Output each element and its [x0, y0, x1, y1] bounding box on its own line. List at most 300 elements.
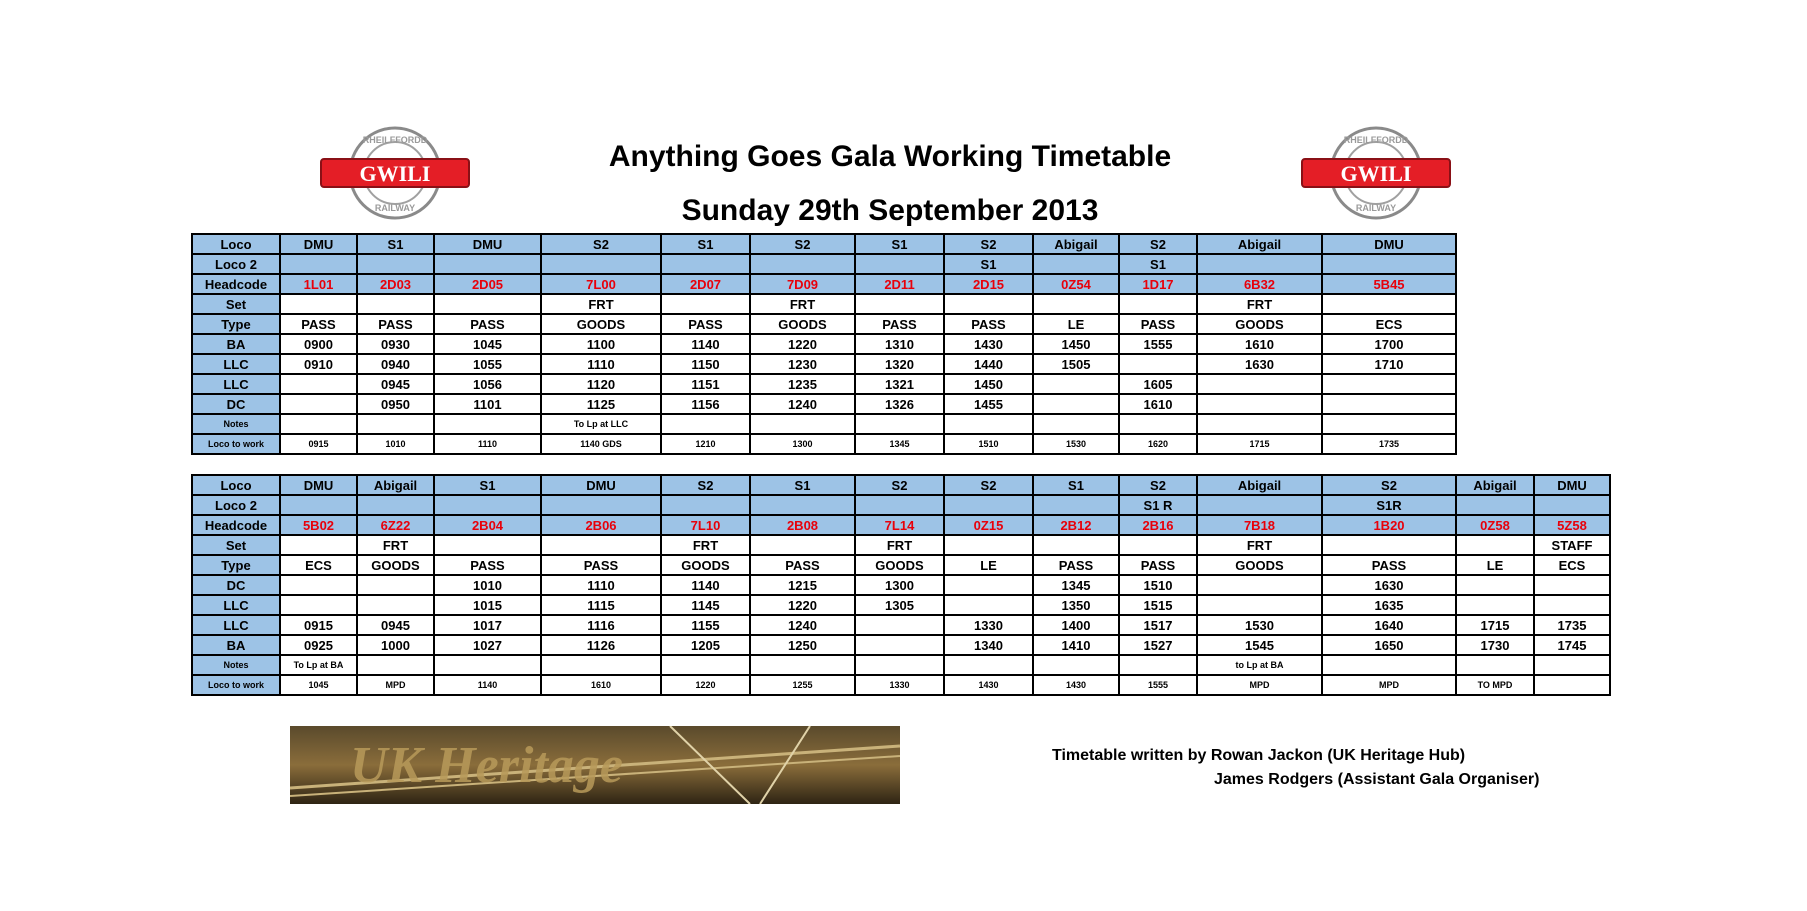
timetable-cell: 1056	[434, 374, 541, 394]
timetable-cell	[661, 655, 750, 675]
timetable-cell: 0940	[357, 354, 434, 374]
timetable-cell: 0915	[280, 615, 357, 635]
timetable-cell	[1119, 354, 1197, 374]
timetable-row	[192, 635, 1610, 655]
row-label: Loco 2	[192, 254, 280, 274]
row-label: LLC	[192, 374, 280, 394]
timetable-cell: 0945	[357, 615, 434, 635]
timetable-cell: 1530	[1033, 434, 1119, 454]
timetable-cell: S2	[944, 234, 1033, 254]
timetable-cell: 1555	[1119, 334, 1197, 354]
lower-timetable	[191, 474, 1611, 696]
blank-space	[1534, 394, 1610, 414]
timetable-cell: 1145	[661, 595, 750, 615]
row-label: Loco	[192, 234, 280, 254]
logo-ring-bottom: RAILWAY	[374, 203, 416, 213]
blank-space	[1456, 254, 1534, 274]
blank-space	[1534, 274, 1610, 294]
timetable-cell	[1033, 394, 1119, 414]
timetable-row	[192, 314, 1610, 334]
timetable-cell: LE	[1456, 555, 1534, 575]
timetable-cell: 1140	[661, 575, 750, 595]
timetable-cell: 1140	[434, 675, 541, 695]
blank-space	[1534, 334, 1610, 354]
timetable-cell: 1140 GDS	[541, 434, 661, 454]
timetable-cell: S2	[661, 475, 750, 495]
timetable-cell: PASS	[1033, 555, 1119, 575]
timetable-cell	[541, 254, 661, 274]
timetable-cell	[541, 655, 661, 675]
timetable-cell	[1534, 595, 1610, 615]
uk-heritage-text: UK Heritage	[350, 737, 623, 794]
timetable-cell	[944, 655, 1033, 675]
logo-ring-bottom: RAILWAY	[1355, 203, 1397, 213]
timetable-row	[192, 555, 1610, 575]
timetable-cell: 1205	[661, 635, 750, 655]
timetable-cell: PASS	[434, 314, 541, 334]
timetable-cell: 1410	[1033, 635, 1119, 655]
timetable-cell	[1322, 374, 1456, 394]
timetable-cell: 0Z58	[1456, 515, 1534, 535]
timetable-cell: 1430	[944, 675, 1033, 695]
timetable-cell: 1215	[750, 575, 855, 595]
timetable-cell: S1 R	[1119, 495, 1197, 515]
timetable-cell	[1033, 294, 1119, 314]
timetable-cell: 1505	[1033, 354, 1119, 374]
timetable-cell: Abigail	[1456, 475, 1534, 495]
timetable-cell: 1715	[1456, 615, 1534, 635]
blank-space	[1456, 234, 1534, 254]
timetable-row	[192, 495, 1610, 515]
timetable-cell: GOODS	[1197, 314, 1322, 334]
timetable-cell	[1322, 394, 1456, 414]
timetable-cell: 7B18	[1197, 515, 1322, 535]
timetable-row	[192, 595, 1610, 615]
timetable-cell: 0Z15	[944, 515, 1033, 535]
timetable-cell	[944, 294, 1033, 314]
timetable-cell	[1322, 294, 1456, 314]
timetable-cell	[1033, 535, 1119, 555]
timetable-cell	[1033, 495, 1119, 515]
timetable-cell: 1115	[541, 595, 661, 615]
title-block	[520, 130, 1260, 238]
timetable-cell: 1735	[1322, 434, 1456, 454]
timetable-cell	[944, 595, 1033, 615]
timetable-cell: 2B08	[750, 515, 855, 535]
timetable-cell: 2D15	[944, 274, 1033, 294]
timetable-cell: 0910	[280, 354, 357, 374]
timetable-cell: GOODS	[541, 314, 661, 334]
timetable-cell: 1156	[661, 394, 750, 414]
blank-space	[1534, 234, 1610, 254]
timetable-cell: 1015	[434, 595, 541, 615]
timetable-cell: S2	[944, 475, 1033, 495]
row-label: Loco 2	[192, 495, 280, 515]
timetable-cell: 1455	[944, 394, 1033, 414]
timetable-cell: 1120	[541, 374, 661, 394]
timetable-cell	[280, 595, 357, 615]
timetable-row	[192, 615, 1610, 635]
timetable-cell: PASS	[541, 555, 661, 575]
timetable-cell: LE	[1033, 314, 1119, 334]
timetable-cell: 1230	[750, 354, 855, 374]
blank-space	[1456, 294, 1534, 314]
timetable-cell: 1017	[434, 615, 541, 635]
row-label: Loco	[192, 475, 280, 495]
timetable-cell: To Lp at BA	[280, 655, 357, 675]
timetable-cell	[661, 414, 750, 434]
logo-text: GWILI	[1340, 161, 1412, 186]
timetable-cell: DMU	[434, 234, 541, 254]
timetable-cell: 1116	[541, 615, 661, 635]
timetable-cell	[1197, 254, 1322, 274]
timetable-cell: S1	[855, 234, 944, 254]
timetable-row	[192, 254, 1610, 274]
row-label: LLC	[192, 615, 280, 635]
blank-space	[1534, 294, 1610, 314]
blank-space	[1456, 274, 1534, 294]
timetable-cell: 1545	[1197, 635, 1322, 655]
timetable-cell: 1255	[750, 675, 855, 695]
timetable-cell: 1610	[1197, 334, 1322, 354]
timetable-cell	[855, 414, 944, 434]
timetable-cell: FRT	[855, 535, 944, 555]
timetable-row	[192, 234, 1610, 254]
timetable-row	[192, 394, 1610, 414]
timetable-cell: FRT	[541, 294, 661, 314]
timetable-cell: DMU	[1322, 234, 1456, 254]
timetable-cell: DMU	[280, 475, 357, 495]
timetable-cell	[434, 535, 541, 555]
timetable-cell: 1220	[750, 595, 855, 615]
timetable-cell: 2B06	[541, 515, 661, 535]
timetable-row	[192, 374, 1610, 394]
blank-space	[1456, 434, 1534, 454]
timetable-cell	[855, 495, 944, 515]
timetable-cell: 2B04	[434, 515, 541, 535]
timetable-cell	[280, 374, 357, 394]
timetable-cell: 1330	[944, 615, 1033, 635]
timetable-cell: 1326	[855, 394, 944, 414]
timetable-cell	[855, 294, 944, 314]
timetable-cell: PASS	[357, 314, 434, 334]
timetable-cell: 1700	[1322, 334, 1456, 354]
timetable-cell: 1110	[541, 354, 661, 374]
timetable-cell: MPD	[1322, 675, 1456, 695]
timetable-cell: 0Z54	[1033, 274, 1119, 294]
blank-space	[1534, 254, 1610, 274]
timetable-cell: DMU	[541, 475, 661, 495]
blank-space	[1456, 394, 1534, 414]
gwili-logo-left	[311, 125, 479, 221]
timetable-cell: 1321	[855, 374, 944, 394]
timetable-cell	[357, 495, 434, 515]
timetable-cell	[434, 294, 541, 314]
timetable-cell: FRT	[1197, 294, 1322, 314]
timetable-cell: 1000	[357, 635, 434, 655]
logo-text: GWILI	[359, 161, 431, 186]
timetable-cell	[434, 414, 541, 434]
timetable-cell	[1197, 394, 1322, 414]
timetable-cell: 5Z58	[1534, 515, 1610, 535]
timetable-cell: 1045	[280, 675, 357, 695]
timetable-cell	[944, 535, 1033, 555]
timetable-cell: PASS	[1119, 555, 1197, 575]
timetable-cell: 1210	[661, 434, 750, 454]
timetable-cell: 1610	[1119, 394, 1197, 414]
timetable-cell	[280, 394, 357, 414]
logo-ring-top: RHEILFFORDD	[1343, 135, 1409, 145]
timetable-cell	[1197, 414, 1322, 434]
timetable-cell: DMU	[1534, 475, 1610, 495]
row-label: Headcode	[192, 515, 280, 535]
timetable-cell: PASS	[280, 314, 357, 334]
timetable-cell: 1010	[357, 434, 434, 454]
timetable-cell: 1235	[750, 374, 855, 394]
blank-space	[1534, 414, 1610, 434]
timetable-row	[192, 515, 1610, 535]
timetable-cell	[541, 535, 661, 555]
timetable-cell: 1055	[434, 354, 541, 374]
timetable-cell: 1510	[1119, 575, 1197, 595]
timetable-cell	[280, 294, 357, 314]
timetable-cell	[661, 254, 750, 274]
timetable-cell: 1320	[855, 354, 944, 374]
timetable-cell	[750, 535, 855, 555]
timetable-cell: FRT	[1197, 535, 1322, 555]
timetable-cell	[1033, 655, 1119, 675]
timetable-cell: 7L14	[855, 515, 944, 535]
timetable-cell: 1510	[944, 434, 1033, 454]
timetable-cell: 0915	[280, 434, 357, 454]
timetable-cell: 2B12	[1033, 515, 1119, 535]
timetable-cell	[750, 414, 855, 434]
timetable-cell: ECS	[1534, 555, 1610, 575]
timetable-cell: 1605	[1119, 374, 1197, 394]
uk-heritage-logo	[290, 726, 900, 804]
timetable-cell	[1456, 655, 1534, 675]
timetable-cell: 1340	[944, 635, 1033, 655]
timetable-cell: 7D09	[750, 274, 855, 294]
timetable-cell	[1119, 414, 1197, 434]
timetable-cell	[357, 575, 434, 595]
timetable-cell: PASS	[1322, 555, 1456, 575]
timetable-cell	[1119, 655, 1197, 675]
timetable-cell: STAFF	[1534, 535, 1610, 555]
timetable-cell: GOODS	[750, 314, 855, 334]
timetable-cell: S1	[1033, 475, 1119, 495]
timetable-cell	[357, 254, 434, 274]
timetable-cell	[750, 254, 855, 274]
row-label: LLC	[192, 354, 280, 374]
timetable-cell: 0900	[280, 334, 357, 354]
timetable-cell: 7L10	[661, 515, 750, 535]
timetable-cell: 1430	[1033, 675, 1119, 695]
timetable-cell: 1D17	[1119, 274, 1197, 294]
timetable-cell: 6B32	[1197, 274, 1322, 294]
timetable-cell: PASS	[944, 314, 1033, 334]
timetable-cell	[1456, 535, 1534, 555]
timetable-cell: GOODS	[855, 555, 944, 575]
row-label: Notes	[192, 414, 280, 434]
timetable-cell: TO MPD	[1456, 675, 1534, 695]
timetable-cell: 1345	[855, 434, 944, 454]
timetable-cell: 1300	[750, 434, 855, 454]
timetable-cell	[1456, 595, 1534, 615]
timetable-row	[192, 294, 1610, 314]
timetable-cell: to Lp at BA	[1197, 655, 1322, 675]
timetable-row	[192, 475, 1610, 495]
timetable-cell: 1745	[1534, 635, 1610, 655]
timetable-cell: LE	[944, 555, 1033, 575]
timetable-cell	[1033, 374, 1119, 394]
timetable-cell: 5B45	[1322, 274, 1456, 294]
timetable-cell: 1110	[434, 434, 541, 454]
timetable-cell: S2	[1322, 475, 1456, 495]
timetable-cell	[944, 495, 1033, 515]
timetable-cell: MPD	[357, 675, 434, 695]
timetable-cell	[944, 414, 1033, 434]
timetable-cell: 1300	[855, 575, 944, 595]
timetable-cell: 1650	[1322, 635, 1456, 655]
row-label: DC	[192, 575, 280, 595]
timetable-cell: DMU	[280, 234, 357, 254]
blank-space	[1456, 334, 1534, 354]
row-label: Loco to work	[192, 434, 280, 454]
timetable-cell: 1430	[944, 334, 1033, 354]
timetable-cell: FRT	[661, 535, 750, 555]
row-label: Headcode	[192, 274, 280, 294]
timetable-cell: S2	[855, 475, 944, 495]
timetable-cell	[1322, 535, 1456, 555]
timetable-cell	[1534, 495, 1610, 515]
row-label: Type	[192, 314, 280, 334]
timetable-row	[192, 575, 1610, 595]
timetable-cell	[357, 294, 434, 314]
row-label: Notes	[192, 655, 280, 675]
blank-space	[1456, 414, 1534, 434]
timetable-cell: FRT	[750, 294, 855, 314]
blank-space	[1534, 314, 1610, 334]
timetable-cell	[280, 254, 357, 274]
timetable-cell: 1150	[661, 354, 750, 374]
timetable-row	[192, 655, 1610, 675]
timetable-cell: GOODS	[357, 555, 434, 575]
timetable-cell: S1R	[1322, 495, 1456, 515]
timetable-cell: 1151	[661, 374, 750, 394]
timetable-cell: 7L00	[541, 274, 661, 294]
blank-space	[1534, 434, 1610, 454]
timetable-cell: 1110	[541, 575, 661, 595]
upper-timetable	[191, 233, 1611, 455]
timetable-cell: 1126	[541, 635, 661, 655]
timetable-cell: 1527	[1119, 635, 1197, 655]
timetable-cell: 1710	[1322, 354, 1456, 374]
row-label: Type	[192, 555, 280, 575]
timetable-cell	[357, 414, 434, 434]
timetable-cell: To Lp at LLC	[541, 414, 661, 434]
timetable-cell	[661, 495, 750, 515]
blank-space	[1456, 314, 1534, 334]
timetable-cell	[1033, 254, 1119, 274]
timetable-cell	[280, 495, 357, 515]
timetable-cell: Abigail	[357, 475, 434, 495]
timetable-cell	[1456, 575, 1534, 595]
timetable-cell: PASS	[1119, 314, 1197, 334]
timetable-cell: 1L01	[280, 274, 357, 294]
timetable-row	[192, 274, 1610, 294]
timetable-row	[192, 414, 1610, 434]
credits-line-2: James Rodgers (Assistant Gala Organiser)	[1214, 771, 1540, 788]
timetable-cell: 1610	[541, 675, 661, 695]
timetable-cell	[280, 414, 357, 434]
timetable-cell: 1220	[661, 675, 750, 695]
timetable-cell: S1	[661, 234, 750, 254]
timetable-cell: 1555	[1119, 675, 1197, 695]
timetable-cell: 1045	[434, 334, 541, 354]
row-label: BA	[192, 635, 280, 655]
timetable-cell	[280, 575, 357, 595]
timetable-cell: 1715	[1197, 434, 1322, 454]
timetable-cell	[855, 655, 944, 675]
timetable-cell: ECS	[280, 555, 357, 575]
timetable-cell: 1330	[855, 675, 944, 695]
timetable-cell: 1310	[855, 334, 944, 354]
timetable-cell	[357, 655, 434, 675]
timetable-cell: 5B02	[280, 515, 357, 535]
timetable-cell	[1197, 575, 1322, 595]
timetable-cell: PASS	[855, 314, 944, 334]
timetable-cell: 1100	[541, 334, 661, 354]
timetable-cell: 2D11	[855, 274, 944, 294]
timetable-cell: 1517	[1119, 615, 1197, 635]
timetable-cell	[855, 635, 944, 655]
page-subtitle: Sunday 29th September 2013	[681, 194, 1099, 227]
timetable-cell	[1322, 254, 1456, 274]
timetable-cell	[434, 655, 541, 675]
timetable-cell: 1350	[1033, 595, 1119, 615]
timetable-cell	[855, 254, 944, 274]
timetable-cell: 1010	[434, 575, 541, 595]
timetable-cell: 1027	[434, 635, 541, 655]
timetable-cell: Abigail	[1033, 234, 1119, 254]
timetable-cell: GOODS	[661, 555, 750, 575]
timetable-cell: 1450	[1033, 334, 1119, 354]
row-label: DC	[192, 394, 280, 414]
timetable-cell: 1B20	[1322, 515, 1456, 535]
timetable-cell	[1197, 374, 1322, 394]
timetable-row	[192, 434, 1610, 454]
timetable-cell	[661, 294, 750, 314]
credits	[1052, 744, 1539, 792]
timetable-cell: S1	[434, 475, 541, 495]
timetable-cell: PASS	[750, 555, 855, 575]
blank-space	[1534, 354, 1610, 374]
timetable-cell: 0950	[357, 394, 434, 414]
timetable-cell: S2	[541, 234, 661, 254]
timetable-cell	[434, 495, 541, 515]
timetable-cell: 1630	[1197, 354, 1322, 374]
timetable-cell: 1101	[434, 394, 541, 414]
timetable-cell: 1730	[1456, 635, 1534, 655]
timetable-cell: 0925	[280, 635, 357, 655]
timetable-cell: 2D03	[357, 274, 434, 294]
timetable-cell	[1119, 535, 1197, 555]
timetable-cell	[1322, 655, 1456, 675]
timetable-cell	[855, 615, 944, 635]
timetable-cell: S2	[1119, 234, 1197, 254]
timetable-cell: S1	[1119, 254, 1197, 274]
